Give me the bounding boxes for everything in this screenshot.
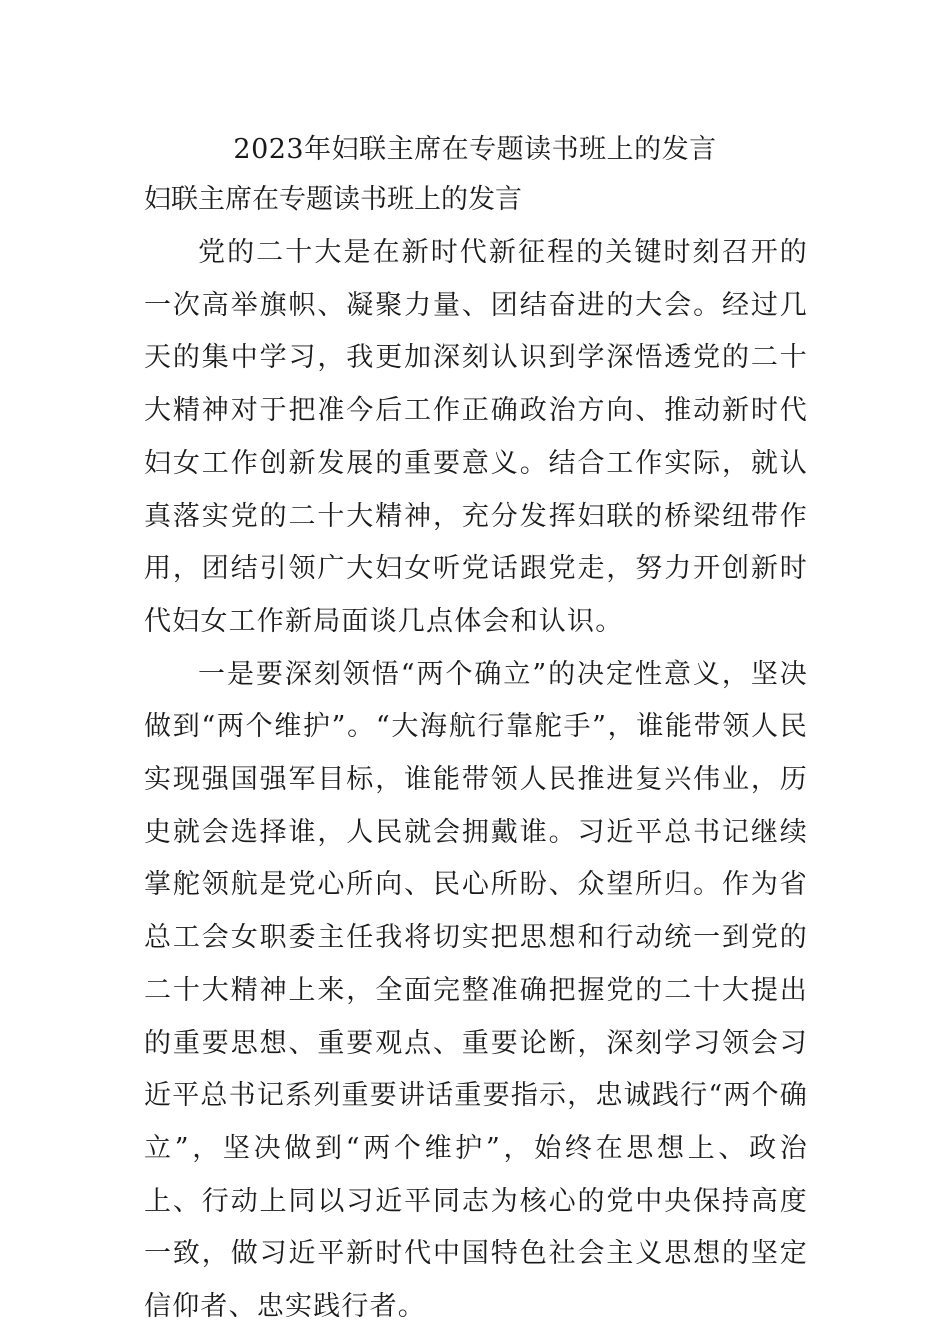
paragraph-point-one: 一是要深刻领悟“两个确立”的决定性意义，坚决做到“两个维护”。“大海航行靠舵手”，谁能带领人民实现强国强军目标，谁能带领人民推进复兴伟业，历史就会选择谁，人民就会拥戴谁。习近平总书记继续掌舵领航是党心所向、民心所盼、众望所归。作为省总工会女职委主任我将切实把思想和行动统一到党的二十大精神上来，全面完整准确把握党的二十大提出的重要思想、重要观点、重要论断，深刻学习领会习近平总书记系列重要讲话重要指示，忠诚践行“两个确立”，坚决做到“两个维护”，始终在思想上、政治上、行动上同以习近平同志为核心的党中央保持高度一致，做习近平新时代中国特色社会主义思想的坚定信仰者、忠实践行者。 <box>144 658 808 1323</box>
paragraph-intro: 党的二十大是在新时代新征程的关键时刻召开的一次高举旗帜、凝聚力量、团结奋进的大会。经过几天的集中学习，我更加深刻认识到学深悟透党的二十大精神对于把准今后工作正确政治方向、推动新时代妇女工作创新发展的重要意义。结合工作实际，就认真落实党的二十大精神，充分发挥妇联的桥梁纽带作用，团结引领广大妇女听党话跟党走，努力开创新时代妇女工作新局面谈几点体会和认识。 <box>144 237 808 637</box>
document-body <box>144 227 808 1334</box>
document-subtitle: 妇联主席在专题读书班上的发言 <box>144 184 522 215</box>
document-title: 2023年妇联主席在专题读书班上的发言 <box>233 134 717 165</box>
